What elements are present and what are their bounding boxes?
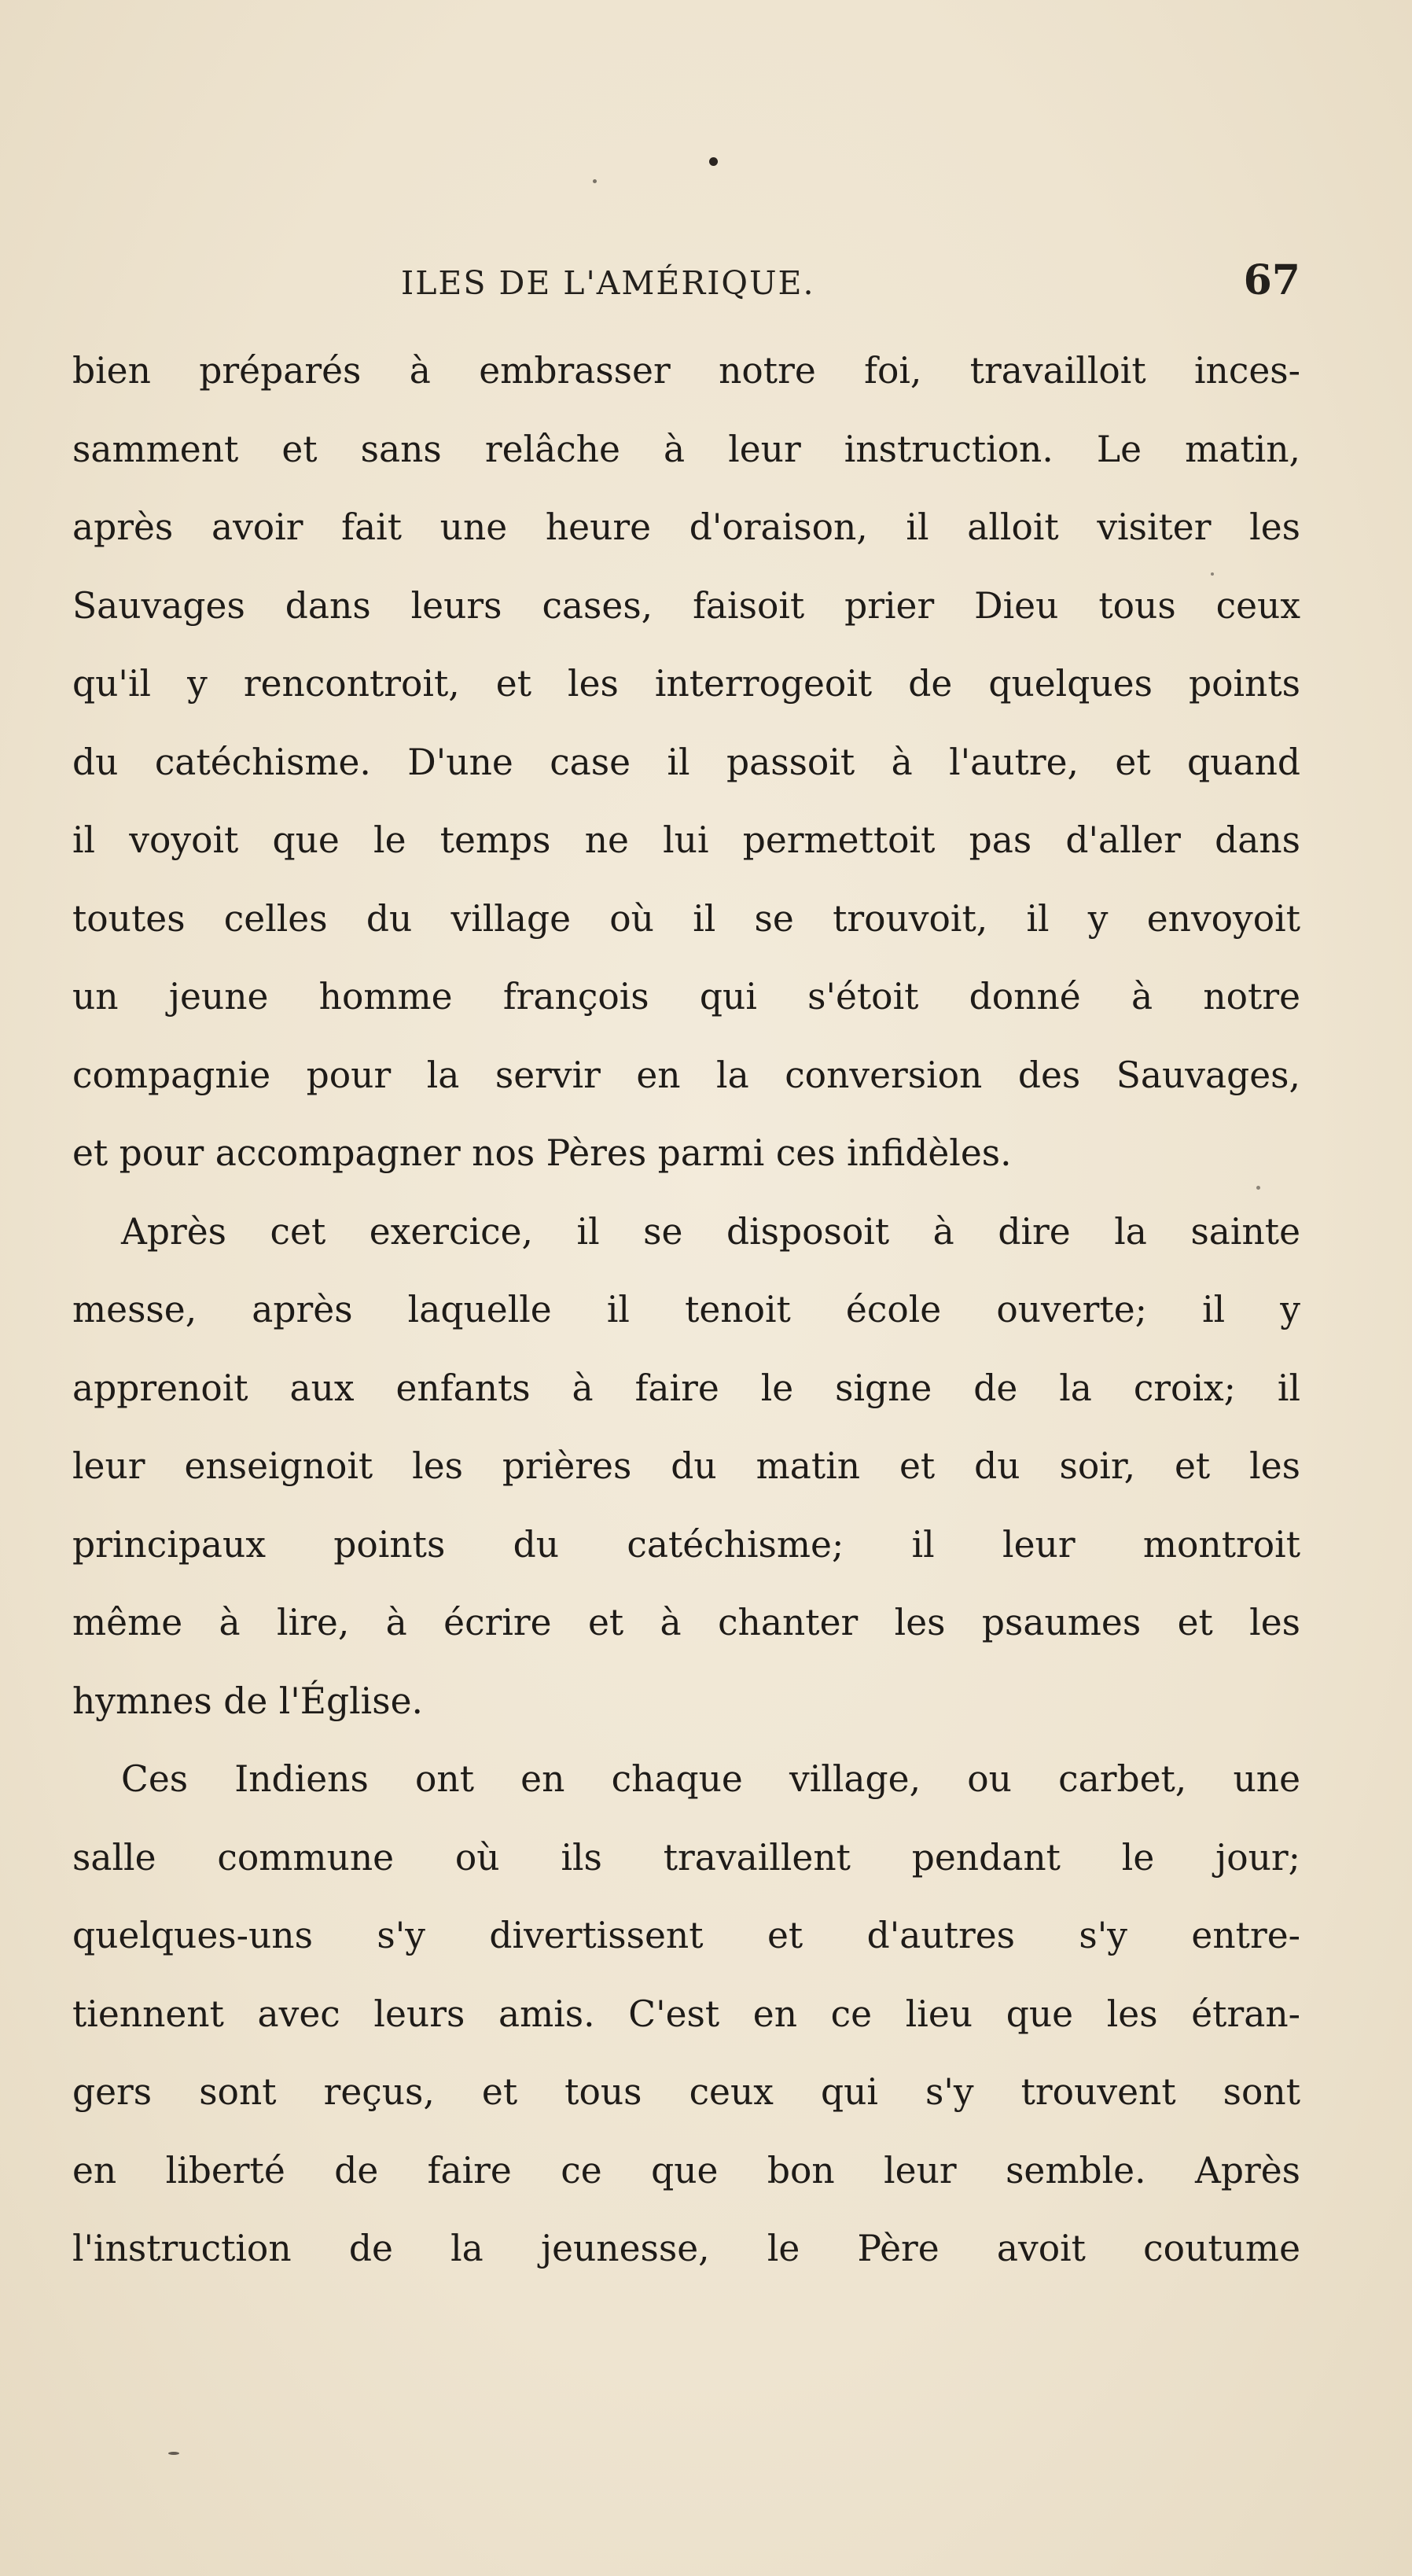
text-line: même à lire, à écrire et à chanter les psaumes et les (72, 1602, 1300, 1643)
paragraph-1 (72, 332, 1300, 1193)
text-line: apprenoit aux enfants à faire le signe de la croix; il (72, 1367, 1300, 1409)
ink-speck (709, 157, 718, 166)
text-line: Après cet exercice, il se disposoit à dire la sainte (121, 1210, 1300, 1253)
paragraph-2 (72, 1193, 1300, 1741)
text-line: compagnie pour la servir en la conversion des Sauvages, (72, 1054, 1300, 1096)
text-line: hymnes de l'Église. (72, 1680, 423, 1722)
text-line: toutes celles du village où il se trouvoit, il y envoyoit (72, 897, 1300, 940)
page-number: 67 (1243, 256, 1300, 304)
running-head: ILES DE L'AMÉRIQUE. (401, 264, 815, 302)
text-line: gers sont reçus, et tous ceux qui s'y trouvent sont (72, 2071, 1300, 2113)
text-line: principaux points du catéchisme; il leur montroit (72, 1523, 1300, 1566)
text-line: bien préparés à embrasser notre foi, travailloit inces- (72, 350, 1300, 392)
text-line: un jeune homme françois qui s'étoit donné à notre (72, 976, 1300, 1018)
text-line: en liberté de faire ce que bon leur semble. Après (72, 2149, 1300, 2191)
text-line: salle commune où ils travaillent pendant le jour; (72, 1836, 1300, 1879)
text-line: samment et sans relâche à leur instruction. Le matin, (72, 428, 1300, 470)
paragraph-3 (72, 1740, 1300, 2288)
text-line: il voyoit que le temps ne lui permettoit pas d'aller dans (72, 819, 1300, 861)
text-line: l'instruction de la jeunesse, le Père avoit coutume (72, 2228, 1300, 2269)
text-line: Ces Indiens ont en chaque village, ou carbet, une (121, 1758, 1300, 1800)
ink-speck (593, 179, 597, 183)
text-line: leur enseignoit les prières du matin et du soir, et les (72, 1445, 1300, 1487)
text-line: quelques-uns s'y divertissent et d'autres s'y entre- (72, 1915, 1300, 1956)
text-line: qu'il y rencontroit, et les interrogeoit de quelques points (72, 663, 1300, 705)
body-text (72, 332, 1300, 2288)
text-line: tiennent avec leurs amis. C'est en ce lieu que les étran- (72, 1993, 1300, 2035)
page-header (72, 250, 1300, 321)
text-line: messe, après laquelle il tenoit école ouverte; il y (72, 1289, 1300, 1330)
text-line: Sauvages dans leurs cases, faisoit prier Dieu tous ceux (72, 584, 1300, 627)
ink-speck (168, 2452, 179, 2455)
text-line: du catéchisme. D'une case il passoit à l'autre, et quand (72, 741, 1300, 783)
text-line: après avoir fait une heure d'oraison, il alloit visiter les (72, 506, 1300, 548)
text-line: et pour accompagner nos Pères parmi ces infidèles. (72, 1132, 1012, 1174)
